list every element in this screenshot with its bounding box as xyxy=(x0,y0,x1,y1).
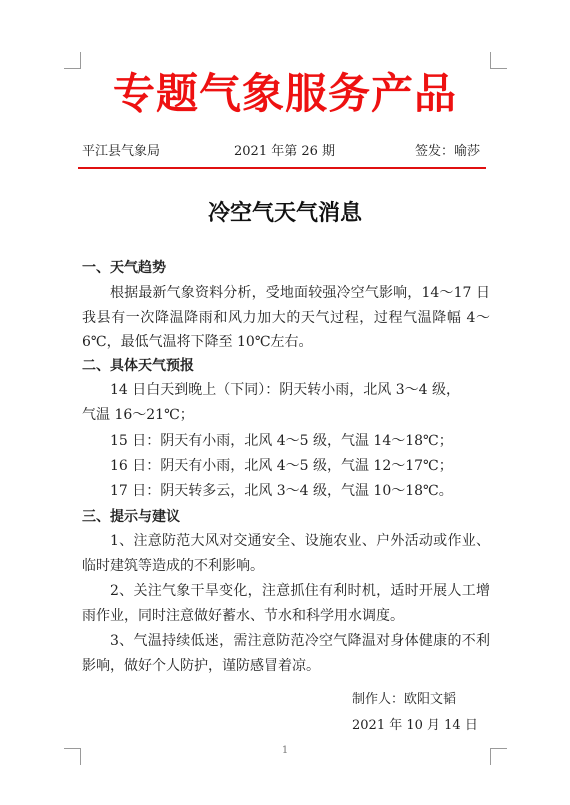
issue-number: 2021 年第 26 期 xyxy=(234,144,336,159)
red-divider xyxy=(78,167,486,169)
forecast-14-line2: 气温 16～21℃； xyxy=(82,407,194,423)
tip-2: 2、关注气象干旱变化，注意抓住有利时机，适时开展人工增雨作业，同时注意做好蓄水、节水和科学用水调度。 xyxy=(82,583,490,624)
banner-title: 专题气象服务产品 xyxy=(112,69,457,118)
forecast-14-line1: 14 日白天到晚上（下同）：阴天转小雨，北风 3～4 级， xyxy=(110,382,460,398)
tip-3: 3、气温持续低迷，需注意防范冷空气降温对身体健康的不利影响，做好个人防护，谨防感冒着凉。 xyxy=(82,633,490,674)
issue-info-line xyxy=(82,142,492,162)
document-title: 冷空气天气消息 xyxy=(207,200,362,226)
section-heading-trend: 一、天气趋势 xyxy=(82,260,166,276)
producer: 制作人：欧阳文韬 xyxy=(352,692,457,707)
issue-date: 2021 年 10 月 14 日 xyxy=(352,718,478,733)
trend-paragraph: 根据最新气象资料分析，受地面较强冷空气影响，14～17 日我县有一次降温降雨和风力加大的天气过程，过程气温降幅 4～6℃，最低气温将下降至 10℃左右。 xyxy=(82,285,490,350)
forecast-16: 16 日：阴天有小雨，北风 4～5 级，气温 12～17℃； xyxy=(110,458,453,474)
forecast-17: 17 日：阴天转多云，北风 3～4 级，气温 10～18℃。 xyxy=(110,483,453,499)
page-number: 1 xyxy=(281,745,289,756)
signer: 签发：喻莎 xyxy=(414,144,480,159)
issuing-organization: 平江县气象局 xyxy=(82,144,161,159)
section-heading-forecast: 二、具体天气预报 xyxy=(82,358,194,374)
section-heading-tips: 三、提示与建议 xyxy=(82,509,180,525)
tip-1: 1、注意防范大风对交通安全、设施农业、户外活动或作业、临时建筑等造成的不利影响。 xyxy=(82,533,490,574)
forecast-15: 15 日：阴天有小雨，北风 4～5 级，气温 14～18℃； xyxy=(110,433,453,449)
